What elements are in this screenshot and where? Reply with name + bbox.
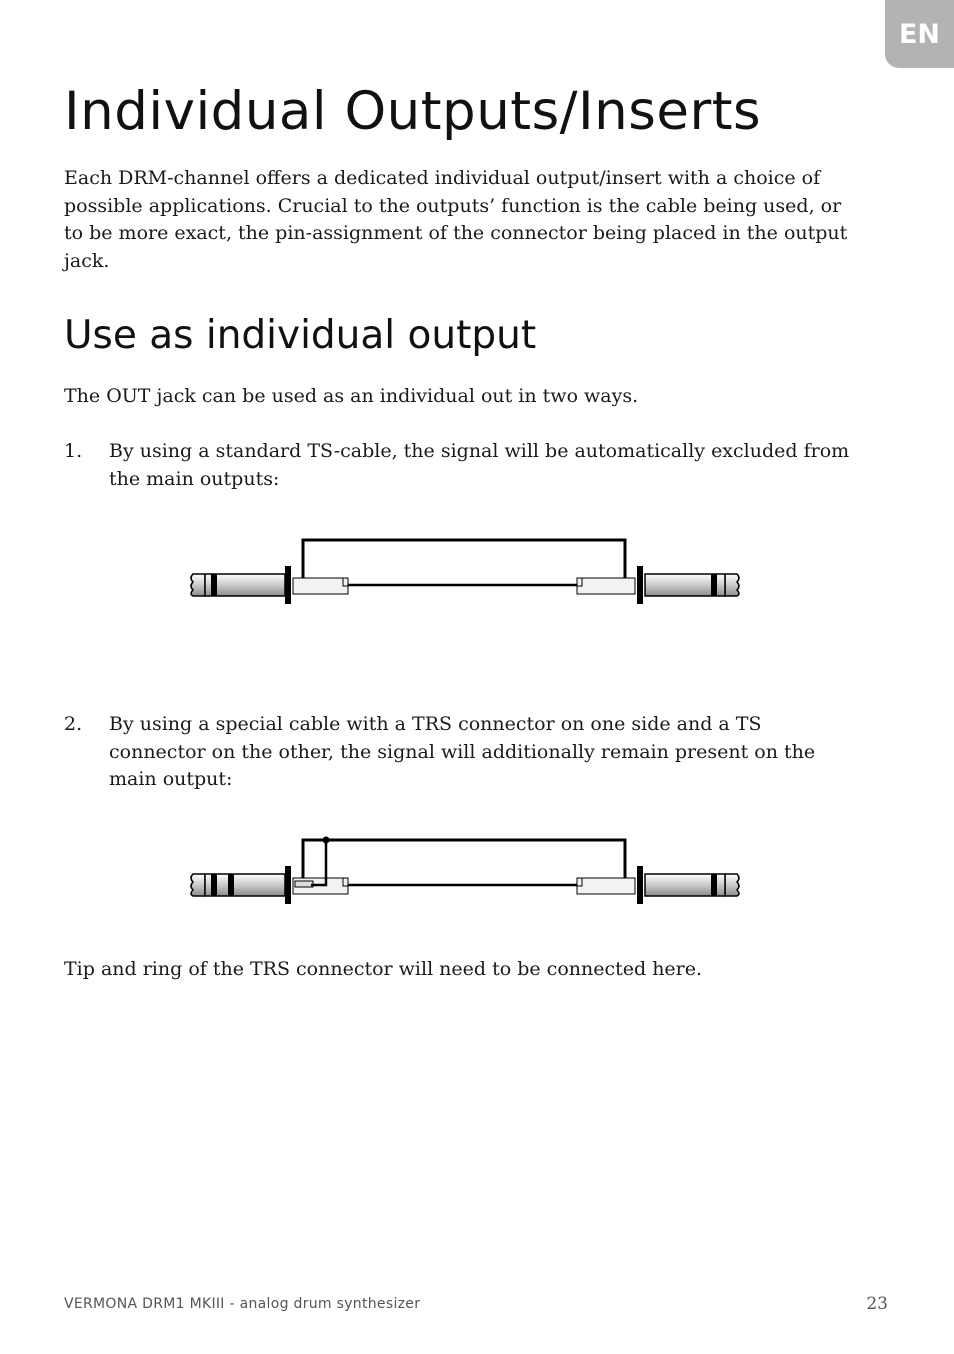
list-item	[64, 711, 864, 794]
section-heading: Use as individual output	[64, 313, 537, 358]
list-item-number: 2.	[64, 713, 83, 735]
ts-cable-diagram	[185, 530, 745, 610]
solder-cup-left	[293, 578, 348, 594]
ts-plug-right	[637, 566, 739, 604]
trs-ts-cable-diagram	[185, 830, 745, 910]
trs-plug-left	[191, 866, 291, 904]
solder-cup-right	[577, 878, 635, 894]
intro-paragraph: Each DRM-channel offers a dedicated individual output/insert with a choice of possible applications. Crucial to the outputs’ function is the cable being used, or to be more exact, the pin-assignment of the connector being placed in the output jack.	[64, 167, 848, 272]
page-number: 23	[866, 1294, 888, 1314]
list-item-number: 1.	[64, 440, 83, 462]
list-item-text: By using a special cable with a TRS connector on one side and a TS connector on the other, the signal will additionally remain present on the main output:	[109, 713, 816, 790]
ts-plug-left	[191, 566, 291, 604]
list-item-text: By using a standard TS-cable, the signal will be automatically excluded from the main outputs:	[109, 440, 850, 490]
solder-cup-right	[577, 578, 635, 594]
list-item	[64, 438, 864, 493]
language-tab: EN	[885, 0, 954, 68]
page-title: Individual Outputs/Inserts	[64, 81, 762, 142]
ts-plug-right	[637, 866, 739, 904]
closing-paragraph: Tip and ring of the TRS connector will need to be connected here.	[64, 958, 703, 980]
section-intro: The OUT jack can be used as an individual out in two ways.	[64, 385, 639, 407]
footer-product-name: VERMONA DRM1 MKIII - analog drum synthesizer	[64, 1296, 421, 1312]
